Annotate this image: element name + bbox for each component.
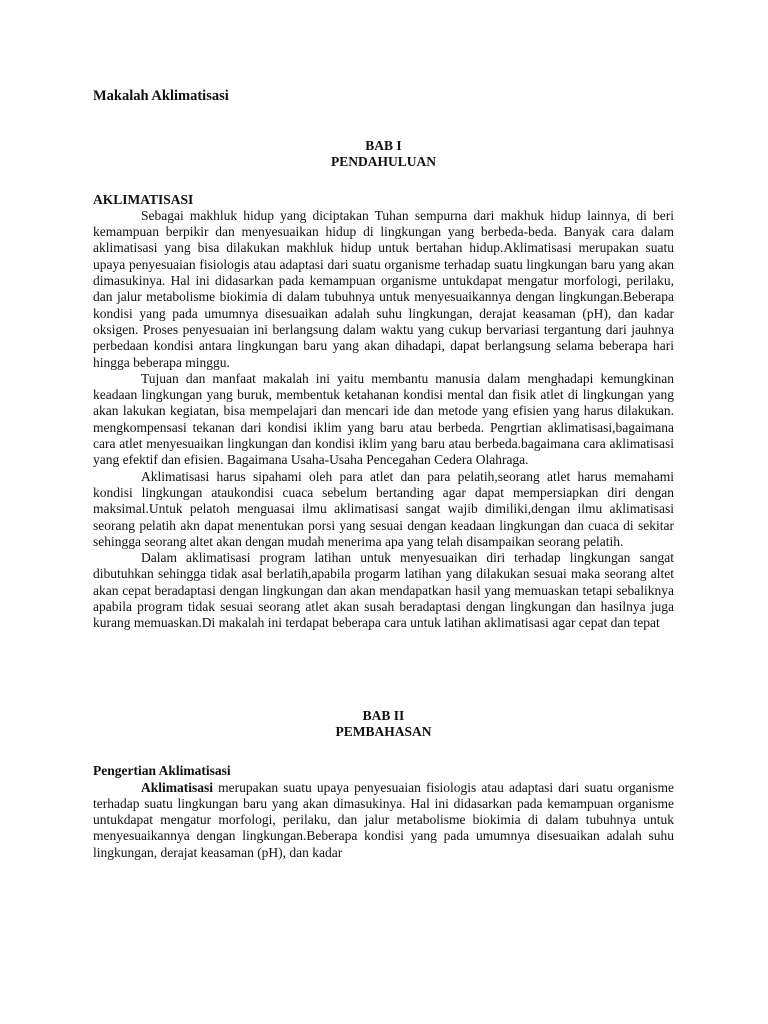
bab1-paragraph: Sebagai makhluk hidup yang diciptakan Tuhan sempurna dari makhuk hidup lainnya, di beri kemampuan berpikir dan menyesuaikan hidup di lingkungan yang berbeda-beda. Banyak cara dalam aklimatisasi yang bisa dilakukan makhluk hidup untuk bertahan hidup.Aklimatisasi merupakan suatu upaya penyesuaian fisiologis atau adaptasi dari suatu organisme terhadap suatu lingkungan baru yang akan dimasukinya. Hal ini didasarkan pada kemampuan organisme untukdapat mengatur morfologi, perilaku, dan jalur metabolisme biokimia di dalam tubuhnya untuk menyesuaikannya dengan lingkungan.Beberapa kondisi yang pada umumnya disesuaikan adalah suhu lingkungan, derajat keasaman (pH), dan kadar oksigen. Proses penyesuaian ini berlangsung dalam waktu yang cukup bervariasi tergantung dari jauhnya perbedaan kondisi antara lingkungan baru yang akan dihadapi, dapat berlangsung selama beberapa hari hingga beberapa minggu. <box>93 207 674 370</box>
bab2-paragraph-text: merupakan suatu upaya penyesuaian fisiologis atau adaptasi dari suatu organisme terhadap suatu lingkungan baru yang akan dimasukinya. Hal ini didasarkan pada kemampuan organisme untukdapat mengatur morfologi, perilaku, dan jalur metabolisme biokimia di dalam tubuhnya untuk menyesuaikannya dengan lingkungan.Beberapa kondisi yang pada umumnya disesuaikan adalah suhu lingkungan, derajat keasaman (pH), dan kadar <box>93 779 674 860</box>
bab2-paragraph <box>93 780 674 861</box>
bab1-paragraph: Aklimatisasi harus sipahami oleh para atlet dan para pelatih,seorang atlet harus memahami kondisi lingkungan ataukondisi cuaca sebelum bertanding agar dapat mempersiapkan diri dengan maksimal.Untuk pelatoh menguasai ilmu aklimatisasi sangat wajib dimiliki,dengan ilmu aklimatisasi seorang pelatih akn dapat menentukan porsi yang sesuai dengan keadaan lingkungan dan cuaca di sekitar sehingga seorang altet akan dengan mudah menerima apa yang telah disampaikan seorang pelatih. <box>93 468 674 549</box>
bab2-number: BAB II <box>362 707 405 723</box>
bab1-paragraph: Tujuan dan manfaat makalah ini yaitu membantu manusia dalam menghadapi kemungkinan keadaan lingkungan yang buruk, membentuk ketahanan kondisi mental dan fisik atlet di lingkungan yang akan lakukan kegiatan, bisa mempelajari dan mencari ide dan metode yang efisien yang harus dilakukan. mengkompensasi tekanan dari kondisi iklim yang baru atau berbeda. Pengrtian aklimatisasi,bagaimana cara atlet menyesuaikan lingkungan dan kondisi iklim yang baru atau berbeda.bagaimana cara aklimatisasi yang efektif dan efisien. Bagaimana Usaha-Usaha Pencegahan Cedera Olahraga. <box>93 370 674 468</box>
section-heading-aklimatisasi: AKLIMATISASI <box>93 191 194 207</box>
section-heading-pengertian: Pengertian Aklimatisasi <box>93 763 231 779</box>
bab1-number: BAB I <box>365 138 402 153</box>
bab1-name: PENDAHULUAN <box>330 154 436 170</box>
document-title: Makalah Aklimatisasi <box>93 88 229 104</box>
document-page <box>93 88 674 861</box>
bab2-lead-term: Aklimatisasi <box>141 779 214 795</box>
bab1-paragraph: Dalam aklimatisasi program latihan untuk menyesuaikan diri terhadap lingkungan sangat dibutuhkan sehingga tidak asal berlatih,apabila progarm latihan yang dilakukan sesuai maka seorang altet akan cepat beradaptasi dengan lingkungan dan akan mendapatkan hasil yang memuaskan tetapi sebaliknya apabila program tidak sesuai seorang atlet akan susah beradaptasi dengan lingkungan dan hasilnya juga kurang memuaskan.Di makalah ini terdapat beberapa cara untuk latihan aklimatisasi agar cepat dan tepat <box>93 550 674 631</box>
bab2-name: PEMBAHASAN <box>335 723 432 739</box>
